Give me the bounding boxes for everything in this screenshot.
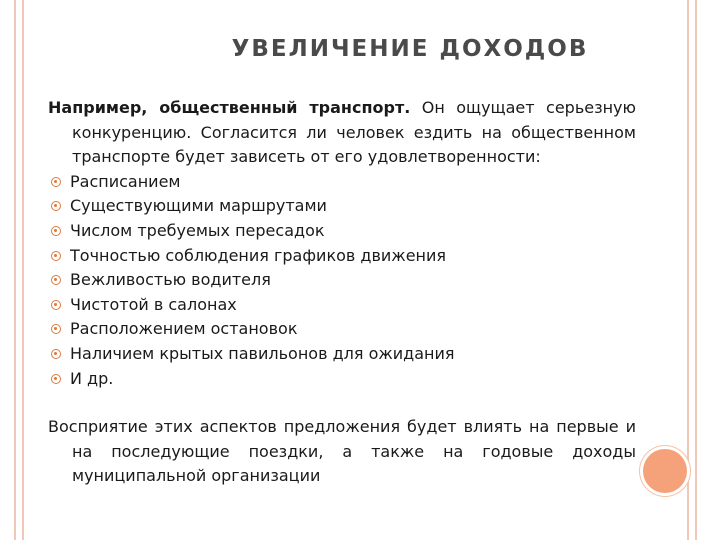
list-item: [48, 219, 636, 244]
list-item-label: Существующими маршрутами: [70, 196, 327, 216]
list-item-label: Вежливостью водителя: [70, 270, 271, 290]
right-decorative-frame: [687, 0, 697, 540]
list-item: [48, 367, 636, 392]
bullet-icon: [51, 275, 61, 285]
list-item: [48, 317, 636, 342]
list-item-label: Числом требуемых пересадок: [70, 220, 325, 240]
slide-title: УВЕЛИЧЕНИЕ ДОХОДОВ: [231, 36, 589, 62]
bullet-icon: [51, 201, 61, 211]
bullet-icon: [51, 177, 61, 187]
list-item-label: Расписанием: [70, 171, 181, 191]
intro-bold-text: Например, общественный транспорт.: [48, 98, 411, 117]
bullet-icon: [51, 251, 61, 261]
list-item: [48, 293, 636, 318]
intro-text: Он ощущает серьезную конкуренцию. Согласится ли человек ездить на общественном транспорте будет зависеть от его удовлетворенности:: [72, 98, 636, 167]
intro-paragraph: [48, 96, 636, 170]
list-item: [48, 268, 636, 293]
bullet-icon: [51, 300, 61, 310]
satisfaction-factors-list: [48, 170, 636, 391]
bullet-icon: [51, 349, 61, 359]
conclusion-paragraph: Восприятие этих аспектов предложения будет влиять на первые и на последующие поездки, а также на годовые доходы муниципальной организации: [48, 417, 636, 486]
bullet-icon: [51, 226, 61, 236]
list-item-label: Наличием крытых павильонов для ожидания: [70, 343, 455, 363]
bullet-icon: [51, 374, 61, 384]
list-item: [48, 194, 636, 219]
left-decorative-frame: [14, 0, 24, 540]
list-item-label: И др.: [70, 368, 114, 388]
decorative-circle: [643, 449, 687, 493]
list-item-label: Точностью соблюдения графиков движения: [70, 245, 447, 265]
bullet-icon: [51, 324, 61, 334]
list-item: [48, 170, 636, 195]
list-item-label: Чистотой в салонах: [70, 294, 237, 314]
list-item: [48, 244, 636, 269]
slide-content: [48, 96, 636, 489]
spacer: [48, 391, 636, 415]
list-item: [48, 342, 636, 367]
list-item-label: Расположением остановок: [70, 319, 298, 339]
